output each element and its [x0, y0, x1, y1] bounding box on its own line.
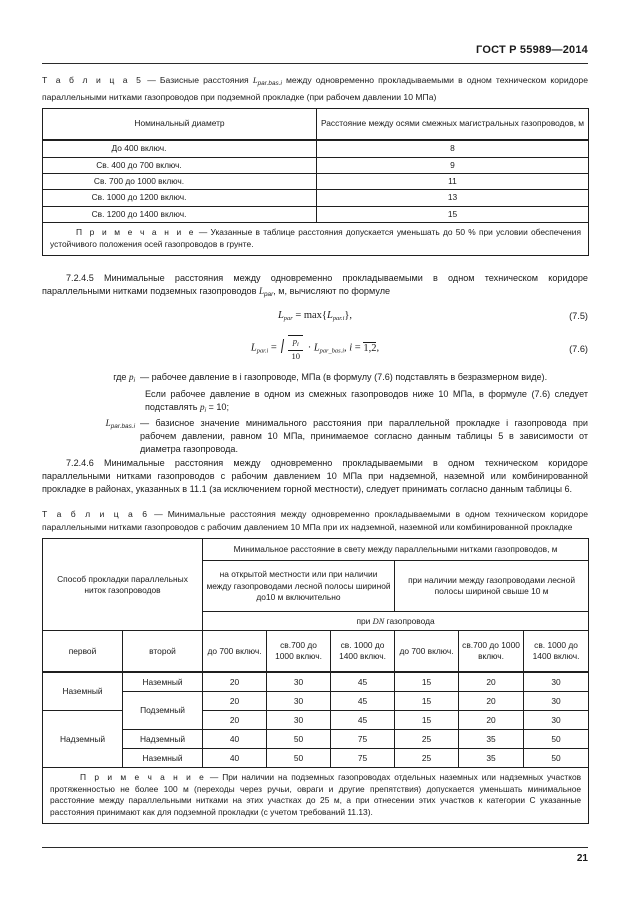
- table6-header-group-1: на открытой местности или при наличии между газопроводами лесной полосы шириной до10 м включительно: [203, 561, 395, 612]
- table5-cell-distance: 15: [317, 206, 589, 222]
- table6-header-row-4: [43, 631, 589, 673]
- table5-note-row: [43, 223, 589, 256]
- table-6: [42, 538, 589, 824]
- table-row: [43, 157, 589, 173]
- table6-caption-label: Т а б л и ц а 6: [42, 509, 150, 520]
- where-term-1-lead: [42, 371, 140, 387]
- table5-note-text: — Указанные в таблице расстояния допускается уменьшать до 50 % при условии обеспечения устойчивого положения осей газопроводов в грунте.: [50, 227, 582, 249]
- formula-7-6-denominator: 10: [291, 351, 301, 362]
- where-definitions: [42, 371, 588, 456]
- table6-cell-first: Наземный: [43, 672, 123, 711]
- table6-cell-value: 45: [331, 672, 395, 692]
- table5-cell-distance: 11: [317, 174, 589, 190]
- clause-7-2-4-5-symbol: L: [258, 286, 264, 297]
- table6-cell-value: 50: [267, 749, 331, 768]
- table5-cell-distance: 13: [317, 190, 589, 206]
- standard-header: ГОСТ Р 55989—2014: [476, 44, 588, 56]
- table5-cell-diameter: Св. 700 до 1000 включ.: [43, 174, 317, 190]
- header-divider: [42, 63, 588, 64]
- table5-caption-text-2: между одновременно прокладываемыми в одном техническом коридоре параллельными нитками газопроводов при подземной прокладке (при рабочем давлении 10 МПа): [42, 75, 588, 102]
- table6-header-row-1: [43, 539, 589, 561]
- formula-7-6-lhs: L: [250, 342, 257, 354]
- formula-7-6-eq: =: [268, 342, 280, 354]
- table-5: [42, 108, 589, 256]
- formula-7-6-row: [42, 335, 588, 365]
- formula-7-5-arg: L: [326, 310, 333, 322]
- table6-cell-value: 35: [459, 730, 524, 749]
- table6-cell-value: 30: [267, 672, 331, 692]
- sqrt-icon: [281, 335, 303, 361]
- table6-header-dn-col-3: св. 1000 до 1400 включ.: [331, 631, 395, 673]
- table5-cell-diameter: До 400 включ.: [43, 140, 317, 157]
- table-row: [43, 749, 589, 768]
- formula-7-6-num-symbol: p: [292, 336, 298, 347]
- formula-7-6-index: i: [349, 342, 353, 354]
- table6-cell-value: 15: [395, 692, 459, 711]
- clause-7-2-4-5-text-2: , м, вычисляют по формуле: [273, 286, 391, 297]
- table6-note-text: — При наличии на подземных газопроводах отдельных наземных или надземных участков протяженностью не более 100 м (переходы через ручьи, овраги и другие препятствия) допускается уменьшать минимальное расстояние между параллельными нитками на этих участках до 25 м, а при отнесении этих участков к категории С указанные расстояния принимают как для подземной прокладки (с учетом требований 11.13).: [50, 772, 582, 817]
- table6-cell-value: 30: [267, 692, 331, 711]
- formula-7-5-close: },: [344, 310, 353, 322]
- table5-caption-label: Т а б л и ц а 5: [42, 75, 144, 85]
- table6-cell-value: 75: [331, 730, 395, 749]
- table6-cell-second: Наземный: [123, 749, 203, 768]
- table6-cell-value: 15: [395, 672, 459, 692]
- table5-caption-text-1: Базисные расстояния: [159, 75, 253, 85]
- table6-cell-value: 30: [524, 711, 589, 730]
- table5-cell-distance: 8: [317, 140, 589, 157]
- formula-7-5-eq: = max{: [292, 310, 327, 322]
- formula-7-5-lhs-sub: par: [283, 315, 293, 323]
- formula-7-6-fraction: [288, 335, 303, 361]
- table6-cell-value: 25: [395, 730, 459, 749]
- table6-cell-value: 50: [267, 730, 331, 749]
- table6-cell-value: 20: [459, 711, 524, 730]
- table6-cell-value: 50: [524, 730, 589, 749]
- table6-cell-second: Подземный: [123, 692, 203, 730]
- table6-cell-second: Наземный: [123, 672, 203, 692]
- table6-header-dn-col-4: до 700 включ.: [395, 631, 459, 673]
- formula-7-6: [42, 335, 588, 361]
- formula-7-6-rhs: L: [313, 342, 320, 354]
- formula-7-5-arg-sub: par.i: [332, 315, 345, 323]
- table-row: [43, 190, 589, 206]
- table-row: [43, 174, 589, 190]
- table6-cell-value: 45: [331, 692, 395, 711]
- clause-7-2-4-6-number: 7.2.4.6: [66, 457, 94, 468]
- table-row: [43, 206, 589, 222]
- table-row: [43, 140, 589, 157]
- table5-note-label: П р и м е ч а н и е: [76, 227, 196, 238]
- table6-cell-value: 20: [459, 692, 524, 711]
- where-word: где: [113, 372, 130, 383]
- clause-7-2-4-6: [42, 457, 588, 497]
- table5-caption-symbol-sub: par.bas.i: [257, 80, 282, 87]
- table6-cell-value: 20: [203, 672, 267, 692]
- where-term-1-symbol: p: [129, 372, 134, 383]
- table6-note: [43, 768, 589, 824]
- clause-7-2-4-5-number: 7.2.4.5: [66, 273, 94, 284]
- formula-7-6-tail: ,: [376, 342, 380, 354]
- formula-7-6-index-range: 1,2: [363, 342, 377, 354]
- clause-7-2-4-5-text-1: Минимальные расстояния между одновременно прокладываемыми в одном техническом коридоре параллельными нитками подземных газопроводов: [42, 273, 588, 297]
- formula-7-6-num-sub: i: [297, 341, 299, 349]
- table6-cell-second: Надземный: [123, 730, 203, 749]
- where-term-2-lead: [42, 417, 140, 457]
- clause-7-2-4-5: [42, 272, 588, 301]
- table6-caption: [42, 508, 588, 533]
- table6-cell-value: 20: [459, 672, 524, 692]
- table5-cell-distance: 9: [317, 157, 589, 173]
- page-content: [42, 74, 588, 824]
- table-row: [43, 730, 589, 749]
- formula-7-6-rhs-sub: par_bas.i: [319, 347, 344, 355]
- table6-header-group-2: при наличии между газопроводами лесной полосы шириной свыше 10 м: [395, 561, 589, 612]
- where-term-1-cont-text-2: = 10;: [206, 401, 230, 412]
- table-row: [43, 692, 589, 711]
- table5-caption-symbol: L: [252, 75, 258, 85]
- table6-header-dn-col-1: до 700 включ.: [203, 631, 267, 673]
- table6-cell-first: Надземный: [43, 711, 123, 768]
- where-term-1-continuation: [145, 388, 588, 417]
- table6-cell-value: 75: [331, 749, 395, 768]
- formula-7-6-dot: ·: [305, 342, 314, 354]
- table6-header-first: первой: [43, 631, 123, 673]
- formula-7-6-comma: ,: [343, 342, 350, 354]
- table5-header-diameter: Номинальный диаметр: [43, 109, 317, 141]
- table5-header-distance: Расстояние между осями смежных магистральных газопроводов, м: [317, 109, 589, 141]
- table6-header-dn: при DN газопровода: [203, 612, 589, 631]
- table6-cell-value: 35: [459, 749, 524, 768]
- formula-7-6-index-eq: =: [352, 342, 364, 354]
- table5-header-row: [43, 109, 589, 141]
- table6-cell-value: 20: [203, 692, 267, 711]
- where-term-1-cont-text-1: Если рабочее давление в одном из смежных газопроводов ниже 10 МПа, в формуле (7.6) следует подставлять: [145, 388, 588, 412]
- table6-header-method: Способ прокладки параллельных ниток газопроводов: [43, 539, 203, 631]
- table6-cell-value: 40: [203, 730, 267, 749]
- where-term-1-definition: — рабочее давление в i газопроводе, МПа (в формулу (7.6) подставлять в безразмерном виде).: [140, 372, 548, 383]
- clause-7-2-4-6-text: Минимальные расстояния между одновременно прокладываемыми в одном техническом коридоре параллельными нитками газопроводов с рабочим давлением 10 МПа при надземной, наземной или комбинированной прокладке в районах, указанных в 11.1 (за исключением горной местности), следует принимать согласно данным таблицы 6.: [42, 457, 588, 495]
- formula-7-6-numerator: [288, 336, 303, 351]
- table6-cell-value: 15: [395, 711, 459, 730]
- formula-7-6-number: (7.6): [569, 344, 588, 355]
- table5-cell-diameter: Св. 1000 до 1200 включ.: [43, 190, 317, 206]
- table6-cell-value: 50: [524, 749, 589, 768]
- footer-divider: [42, 847, 588, 848]
- where-term-1-cont-symbol: p: [200, 401, 205, 412]
- formula-7-5: [42, 310, 588, 322]
- formula-7-5-lhs: L: [277, 310, 284, 322]
- clause-7-2-4-5-symbol-sub: par: [264, 291, 274, 299]
- table-row: [43, 672, 589, 692]
- table6-header-second: второй: [123, 631, 203, 673]
- where-term-2-symbol: L: [105, 418, 111, 429]
- table6-cell-value: 25: [395, 749, 459, 768]
- table5-cell-diameter: Св. 1200 до 1400 включ.: [43, 206, 317, 222]
- table6-note-row: [43, 768, 589, 824]
- table5-caption-dash: —: [143, 75, 160, 85]
- table6-cell-value: 30: [524, 672, 589, 692]
- formula-7-6-lhs-sub: par.i: [256, 347, 269, 355]
- table6-cell-value: 30: [524, 692, 589, 711]
- table6-header-dn-col-2: св.700 до 1000 включ.: [267, 631, 331, 673]
- where-term-2-sub: par.bas.i: [110, 423, 135, 431]
- table6-header-span: Минимальное расстояние в свету между параллельными нитками газопроводов, м: [203, 539, 589, 561]
- table6-cell-value: 45: [331, 711, 395, 730]
- formula-7-5-number: (7.5): [569, 311, 588, 322]
- table6-header-dn-col-5: св.700 до 1000 включ.: [459, 631, 524, 673]
- page-number: 21: [576, 853, 588, 864]
- table6-cell-value: 40: [203, 749, 267, 768]
- where-term-1-cont-sub: i: [204, 406, 207, 414]
- where-term-2: [42, 417, 588, 457]
- table6-header-dn-italic: DN: [372, 616, 385, 626]
- table6-note-label: П р и м е ч а н и е: [80, 772, 206, 783]
- table5-caption: [42, 74, 588, 103]
- table5-cell-diameter: Св. 400 до 700 включ.: [43, 157, 317, 173]
- formula-7-5-row: [42, 310, 588, 325]
- table6-header-dn-col-6: св. 1000 до 1400 включ.: [524, 631, 589, 673]
- table5-note: [43, 223, 589, 256]
- table6-caption-text: — Минимальные расстояния между одновременно прокладываемыми в одном техническом коридоре параллельными нитками газопроводов с рабочим давлением 10 МПа при их надземной, наземной или комбинированной прокладке: [42, 509, 588, 532]
- table6-cell-value: 20: [203, 711, 267, 730]
- table6-cell-value: 30: [267, 711, 331, 730]
- where-term-1: [42, 371, 588, 387]
- where-term-1-sub: i: [133, 377, 135, 385]
- where-term-2-definition: — базисное значение минимального расстояния при параллельной прокладке i газопровода при рабочем давлении, равном 10 МПа, принимаемое согласно данным таблицы 5 в зависимости от диаметра газопровода.: [140, 418, 588, 455]
